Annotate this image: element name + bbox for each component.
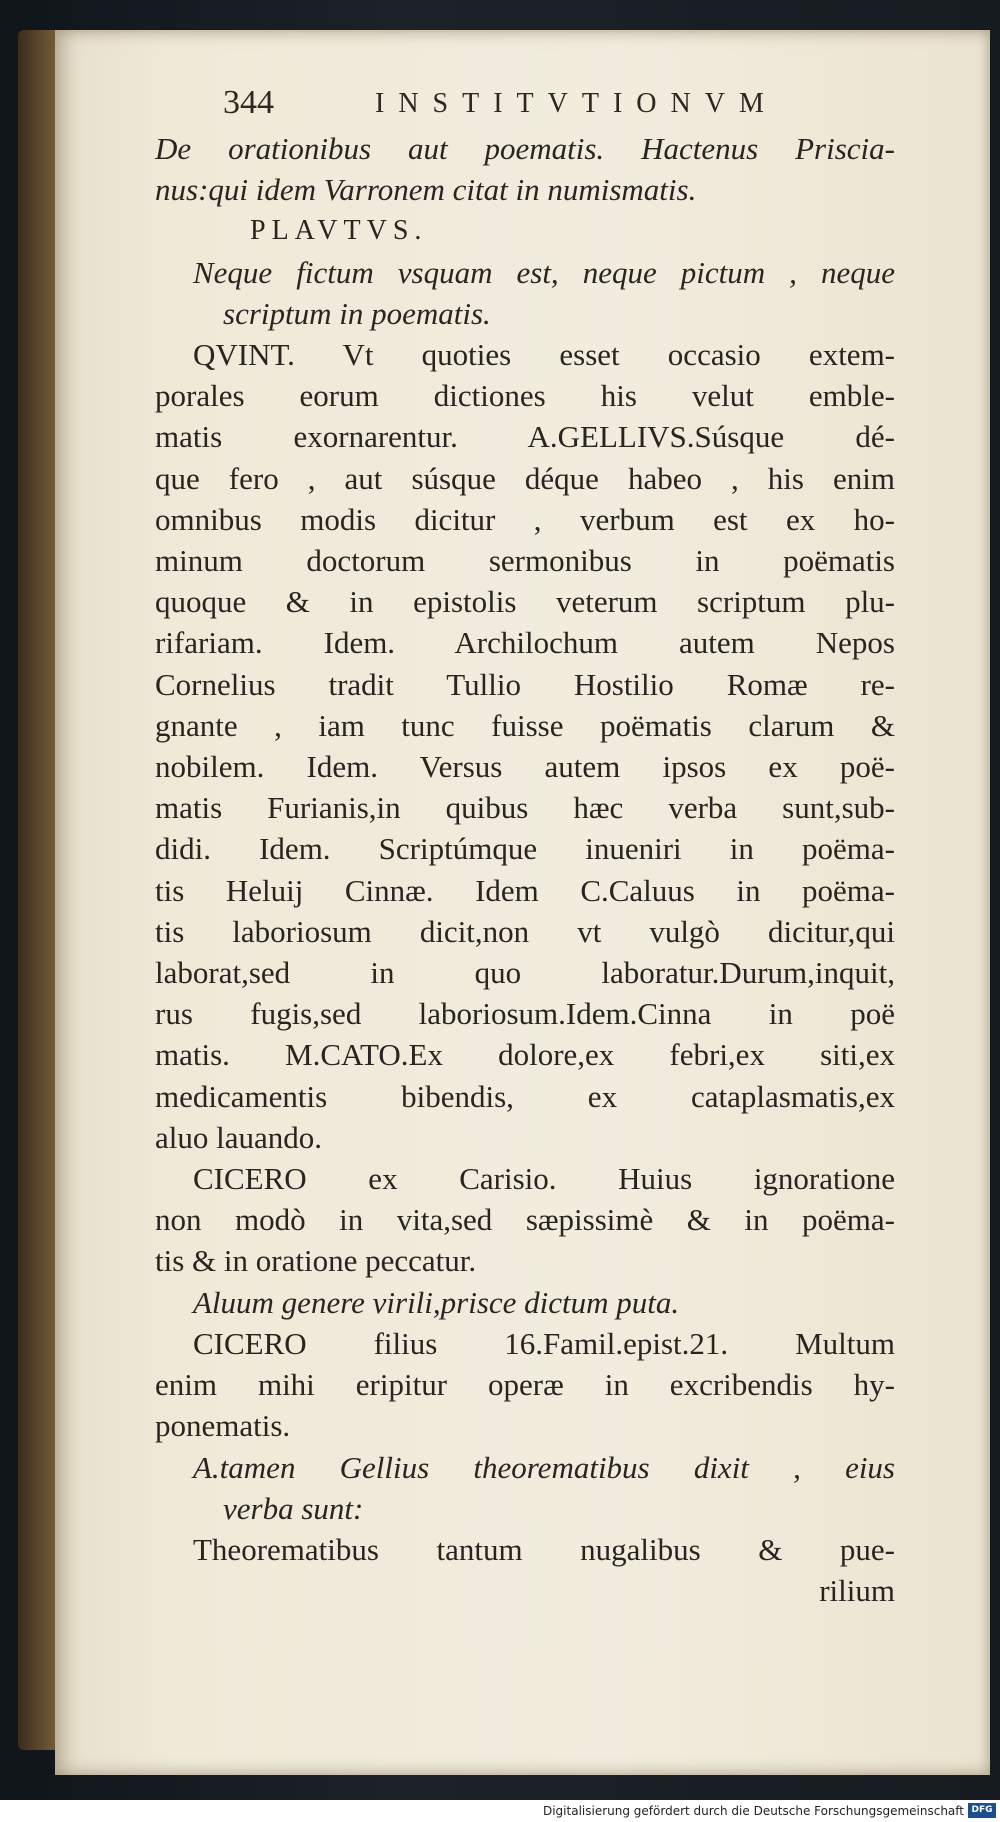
running-head: INSTITVTIONVM [375, 88, 778, 119]
section-heading: PLAVTVS. [250, 215, 428, 247]
page-number: 344 [223, 84, 274, 121]
text-line: laborat,sed in quo laboratur.Durum,inquit, [155, 955, 895, 991]
text-line: nus:qui idem Varronem citat in numismatis. [155, 172, 697, 208]
quote-line: A.tamen Gellius theorematibus dixit , eius [193, 1449, 895, 1485]
text-line: que fero , aut súsque déque habeo , his enim [155, 460, 895, 496]
dfg-logo: DFG [968, 1803, 996, 1818]
text-line: CICERO ex Carisio. Huius ignoratione [193, 1161, 895, 1197]
text-line: enim mihi eripitur operæ in excribendis hy- [155, 1367, 895, 1403]
quote-line: scriptum in poematis. [223, 295, 491, 331]
text-line: tis & in oratione peccatur. [155, 1243, 477, 1279]
text-line: quoque & in epistolis veterum scriptum plu- [155, 584, 895, 620]
text-line: matis exornarentur. A.GELLIVS.Súsque dé- [155, 419, 895, 455]
page-header [155, 78, 895, 128]
text-line: non modò in vita,sed sæpissimè & in poëma- [155, 1202, 895, 1238]
text-line: gnante , iam tunc fuisse poëmatis clarum & [155, 707, 895, 743]
text-line: tis laboriosum dicit,non vt vulgò dicitur,qui [155, 913, 895, 949]
quote-line: verba sunt: [223, 1490, 364, 1526]
funding-credit: Digitalisierung gefördert durch die Deutsche Forschungsgemeinschaft [542, 1804, 964, 1818]
page-content [155, 78, 895, 1611]
text-line: rifariam. Idem. Archilochum autem Nepos [155, 625, 895, 661]
text-line: De orationibus aut poematis. Hactenus Priscia- [155, 131, 895, 166]
text-line: ponematis. [155, 1408, 291, 1444]
text-line: nobilem. Idem. Versus autem ipsos ex poë- [155, 749, 895, 785]
text-line: medicamentis bibendis, ex cataplasmatis,ex [155, 1078, 895, 1114]
text-line: minum doctorum sermonibus in poëmatis [155, 543, 895, 579]
text-line: CICERO filius 16.Famil.epist.21. Multum [193, 1325, 895, 1361]
text-line: QVINT. Vt quoties esset occasio extem- [193, 337, 895, 373]
text-line: Theorematibus tantum nugalibus & pue- [193, 1531, 895, 1567]
quote-line: Aluum genere virili,prisce dictum puta. [193, 1284, 680, 1320]
text-line: matis Furianis,in quibus hæc verba sunt,sub- [155, 790, 895, 826]
text-line: matis. M.CATO.Ex dolore,ex febri,ex siti,ex [155, 1037, 895, 1073]
text-line: Cornelius tradit Tullio Hostilio Romæ re- [155, 666, 895, 702]
text-line: tis Heluij Cinnæ. Idem C.Caluus in poëma- [155, 872, 895, 908]
text-line: rus fugis,sed laboriosum.Idem.Cinna in poë [155, 996, 895, 1032]
footer-bar [0, 1800, 1000, 1822]
text-line: porales eorum dictiones his velut emble- [155, 378, 895, 414]
text-line: omnibus modis dicitur , verbum est ex ho- [155, 501, 895, 537]
text-line: didi. Idem. Scriptúmque inueniri in poëma- [155, 831, 895, 867]
quote-line: Neque fictum vsquam est, neque pictum , neque [193, 254, 895, 290]
catchword: rilium [819, 1573, 895, 1609]
text-line: aluo lauando. [155, 1119, 323, 1155]
